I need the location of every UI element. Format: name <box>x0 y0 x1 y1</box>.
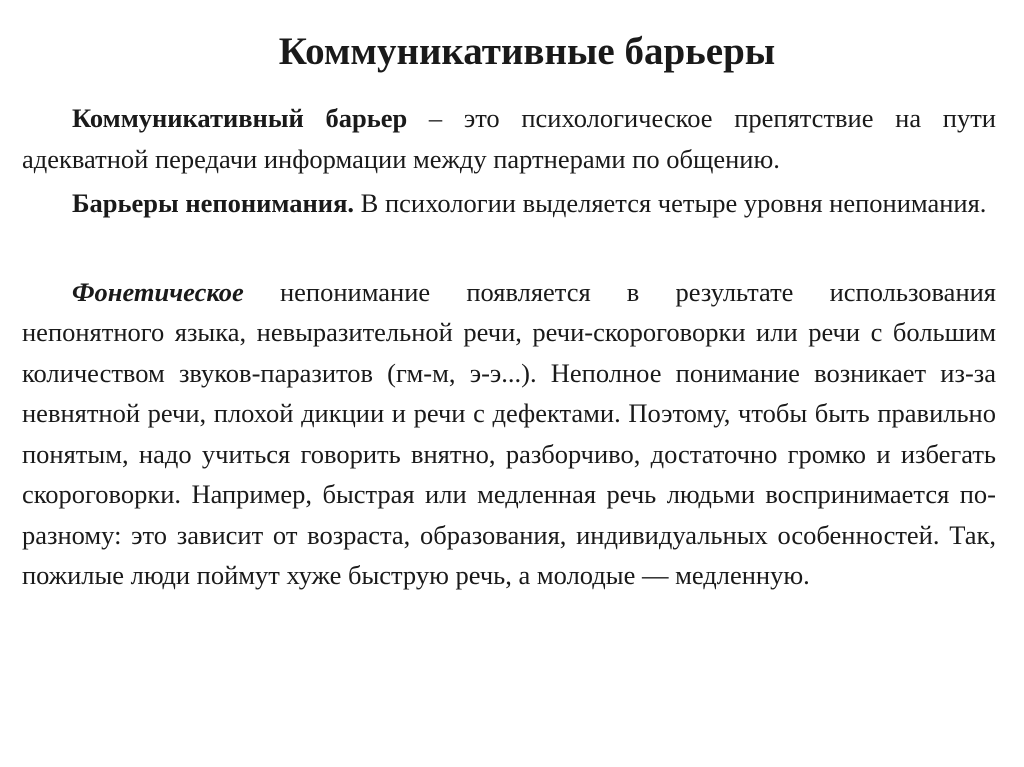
slide-content <box>22 98 996 596</box>
misunderstanding-text: В психологии выделяется четыре уровня непонимания. <box>354 188 987 218</box>
term-misunderstanding-barriers: Барьеры непонимания. <box>72 188 355 218</box>
term-communicative-barrier: Коммуникативный барьер <box>72 103 408 133</box>
definition-text: – это психологическое препятствие на пути адекватной передачи информации между партнерами по общению. <box>22 103 996 174</box>
paragraph-misunderstanding <box>22 183 996 224</box>
paragraph-definition <box>22 98 996 179</box>
phonetic-text: непонимание появляется в результате использования непонятного языка, невыразительной речи, речи-скороговорки или речи с большим количеством звуков-паразитов (гм-м, э-э...). Неполное понимание возникает из-за невнятной речи, плохой дикции и речи с дефектами. Поэтому, чтобы быть правильно понятым, надо учиться говорить внятно, разборчиво, достаточно громко и избегать скороговорки. Например, быстрая или медленная речь людьми воспринимается по-разному: это зависит от возраста, образования, индивидуальных особенностей. Так, пожилые люди поймут хуже быструю речь, а молодые — медленную. <box>22 276 996 590</box>
paragraph-phonetic <box>22 272 996 596</box>
term-phonetic: Фонетическое <box>72 276 244 307</box>
slide <box>22 28 996 596</box>
slide-title: Коммуникативные барьеры <box>278 30 776 73</box>
